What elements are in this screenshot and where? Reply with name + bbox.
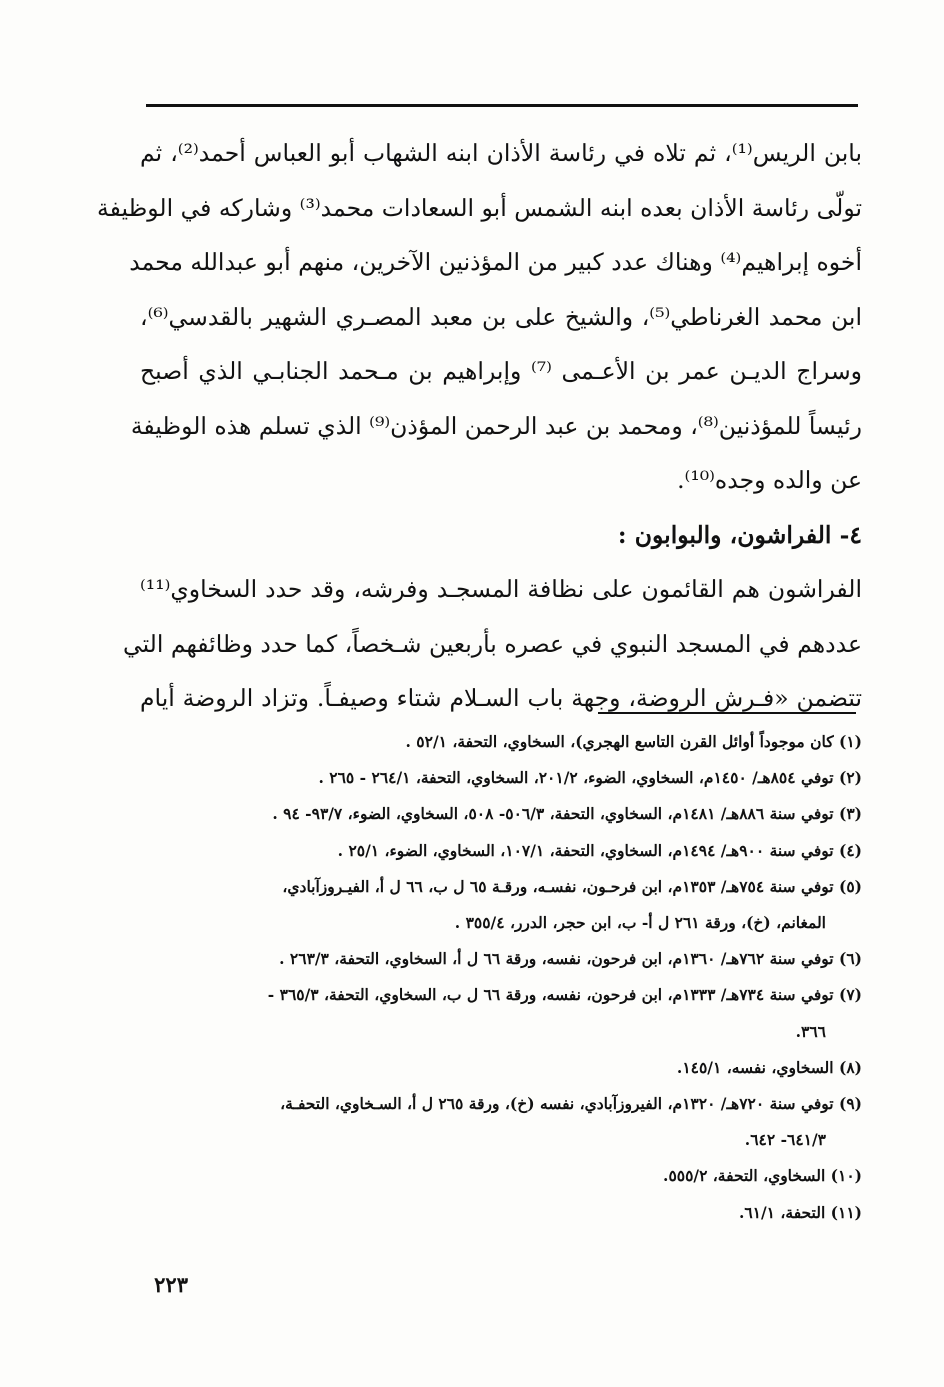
footnote: (٨) السخاوي، نفسه، ١٤٥/١. [676,1057,862,1077]
text-line: تتضمن «فـرش الروضة، وجهة باب السـلام شتاء وصيفـاً. وتزاد الروضة أيام [140,684,862,712]
footnote: (٣) توفي سنة ٨٨٦هـ/ ١٤٨١م، السخاوي، التحفة، ٥٠٦/٣- ٥٠٨، السخاوي، الضوء، ٩٣/٧- ٩٤ . [272,804,862,824]
main-text [97,126,863,726]
text-line: ابن محمد الغرناطي⁽⁵⁾، والشيخ على بن معبد المصـري الشهير بالقدسي⁽⁶⁾، [140,302,862,331]
footnote: (٥) توفي سنة ٧٥٤هـ/ ١٣٥٣م، ابن فرحـون، نفسـه، ورقـة ٦٥ ل ب، ٦٦ ل أ، الفيـروزآبادي، [282,876,862,896]
footnote: (٧) توفي سنة ٧٣٤هـ/ ١٣٣٣م، ابن فرحون، نفسه، ورقة ٦٦ ل ب، السخاوي، التحفة، ٣٦٥/٣ - [267,985,862,1005]
footnote: (١) كان موجوداً أوائل القرن التاسع الهجري)، السخاوي، التحفة، ٥٢/١ . [405,732,862,751]
text-line: الفراشون هم القائمون على نظافة المسجـد وفرشه، وقد حدد السخاوي⁽¹¹⁾ [140,575,862,603]
footnote-rule [598,712,856,714]
footnote: (٢) توفي ٨٥٤هـ/ ١٤٥٠م، السخاوي، الضوء، ٢٠١/٢، السخاوي، التحفة، ٢٦٤/١ - ٢٦٥ . [318,768,862,788]
text-line: وسراج الديـن عمر بن الأعـمى ⁽⁷⁾ وإبراهيم بن مـحمد الجنابـي الذي أصبح [140,357,862,385]
footnote: (١١) التحفة، ٦١/١. [738,1202,862,1222]
footnote: (٤) توفي سنة ٩٠٠هـ/ ١٤٩٤م، السخاوي، التحفة، ١٠٧/١، السخاوي، الضوء، ٢٥/١ . [337,840,862,860]
text-line: تولّى رئاسة الأذان بعده ابنه الشمس أبو السعادات محمد⁽³⁾ وشاركه في الوظيفة [97,193,862,222]
footnotes [140,724,862,1231]
footnote: (٦) توفي سنة ٧٦٢هـ/ ١٣٦٠م، ابن فرحون، نفسه، ورقة ٦٦ ل أ، السخاوي، التحفة، ٢٦٣/٣ . [279,949,862,969]
text-line: رئيساً للمؤذنين⁽⁸⁾، ومحمد بن عبد الرحمن المؤذن⁽⁹⁾ الذي تسلم هذه الوظيفة [130,411,862,440]
text-line: بابن الريس⁽¹⁾، ثم تلاه في رئاسة الأذان ابنه الشهاب أبو العباس أحمد⁽²⁾، ثم [140,139,863,167]
page-number: ٢٢٣ [154,1272,188,1297]
footnote-continuation: ٣٦٦. [795,1021,826,1041]
footnote: (٩) توفي سنة ٧٢٠هـ/ ١٣٢٠م، الفيروزآبادي، نفسه (خ)، ورقة ٢٦٥ ل أ، السـخاوي، التحفـة، [280,1094,862,1114]
footnote-continuation: ٦٤١/٣- ٦٤٢. [744,1130,826,1150]
footnote-continuation: المغانم، (خ)، ورقة ٢٦١ ل أ- ب، ابن حجر، الدرر، ٣٥٥/٤ . [454,913,826,933]
text-line: عن والده وجده⁽¹⁰⁾. [677,466,862,494]
text-line: أخوه إبراهيم⁽⁴⁾ وهناك عدد كبير من المؤذنين الآخرين، منهم أبو عبدالله محمد [129,248,862,276]
footnote: (١٠) السخاوي، التحفة، ٥٥٥/٢. [663,1166,862,1186]
text-line: عددهم في المسجد النبوي في عصره بأربعين شـخصاً، كما حدد وظائفهم التي [122,629,862,658]
section-heading: ٤- الفراشون، والبوابون : [617,520,862,549]
header-rule [146,104,858,107]
